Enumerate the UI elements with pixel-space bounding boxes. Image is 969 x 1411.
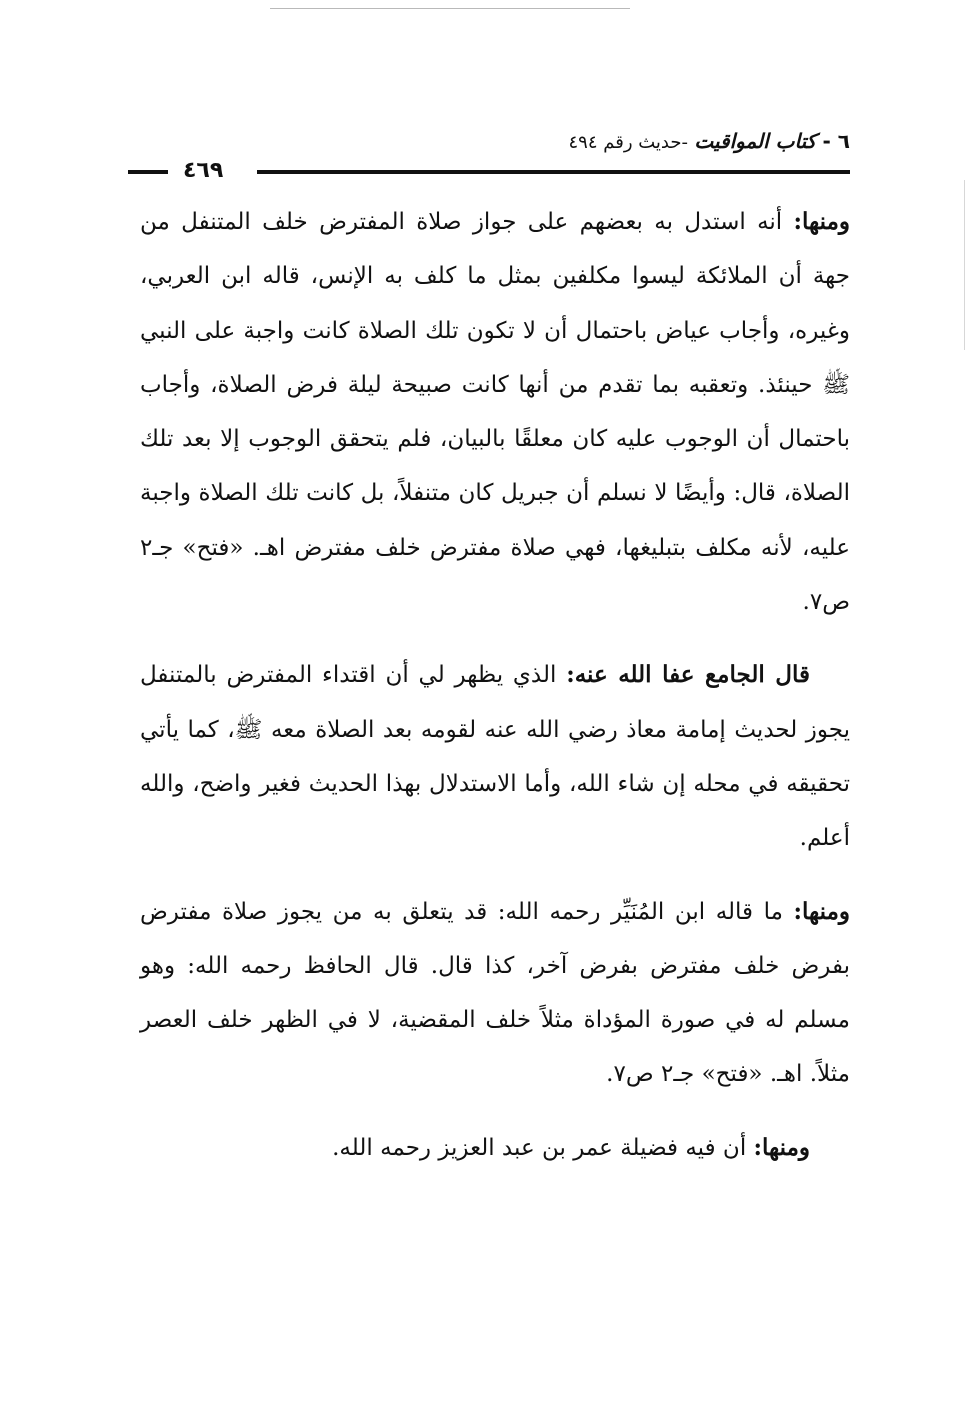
paragraph-lead: قال الجامع عفا الله عنه: <box>566 661 810 689</box>
page-number-block <box>128 156 246 186</box>
paragraph-4 <box>140 1121 850 1175</box>
paragraph-lead: ومنها: <box>753 1133 810 1161</box>
chapter-number: ٦ - <box>822 129 850 153</box>
paragraph-text: ما قاله ابن المُنَيِّر رحمه الله: قد يتعلق به من يجوز صلاة مفترض بفرض خلف مفترض بفرض آخر، كذا قال. قال الحافظ رحمه الله: وهو مسلم له في صورة المؤداة مثلاً خلف المقضية، لا في الظهر خلف العصر مثلاً. اهـ. «فتح» جـ٢ ص٧. <box>140 898 850 1088</box>
page-body <box>140 195 850 1175</box>
paragraph-lead: ومنها: <box>793 897 850 925</box>
hadith-reference: -حديث رقم ٤٩٤ <box>568 132 689 153</box>
book-title: كتاب المواقيت <box>694 129 817 153</box>
paragraph-text: أنه استدل به بعضهم على جواز صلاة المفترض خلف المتنفل من جهة أن الملائكة ليسوا مكلفين بمثل ما كلف به الإنس، قاله ابن العربي، وغيره، وأجاب عياض باحتمال أن لا تكون تلك الصلاة كانت واجبة على النبي ﷺ حينئذ. وتعقبه بما تقدم من أنها كانت صبيحة ليلة فرض الصلاة، وأجاب باحتمال أن الوجوب عليه كان معلقًا بالبيان، فلم يتحقق الوجوب إلا بعد تلك الصلاة، قال: وأيضًا لا نسلم أن جبريل كان متنفلاً، بل كانت تلك الصلاة واجبة عليه، لأنه مكلف بتبليغها، فهي صلاة مفترض خلف مفترض اهـ. «فتح» جـ٢ ص٧. <box>140 209 850 616</box>
page-number-dash <box>128 170 168 174</box>
top-scan-rule <box>270 8 630 9</box>
paragraph-lead: ومنها: <box>793 208 850 235</box>
paragraph-1 <box>140 195 850 629</box>
paragraph-2 <box>140 648 850 865</box>
header-rule <box>257 170 850 174</box>
paragraph-text: أن فيه فضيلة عمر بن عبد العزيز رحمه الله. <box>332 1134 754 1161</box>
page-header <box>128 126 850 183</box>
paragraph-text: الذي يظهر لي أن اقتداء المفترض بالمتنفل يجوز لحديث إمامة معاذ رضي الله عنه لقومه بعد الصلاة معه ﷺ، كما يأتي تحقيقه في محله إن شاء الله، وأما الاستدلال بهذا الحديث فغير واضح، والله أعلم. <box>140 662 850 852</box>
running-title <box>569 126 850 158</box>
right-scan-edge <box>964 180 965 350</box>
page-number: ٤٦٩ <box>183 158 224 183</box>
paragraph-3 <box>140 885 850 1102</box>
